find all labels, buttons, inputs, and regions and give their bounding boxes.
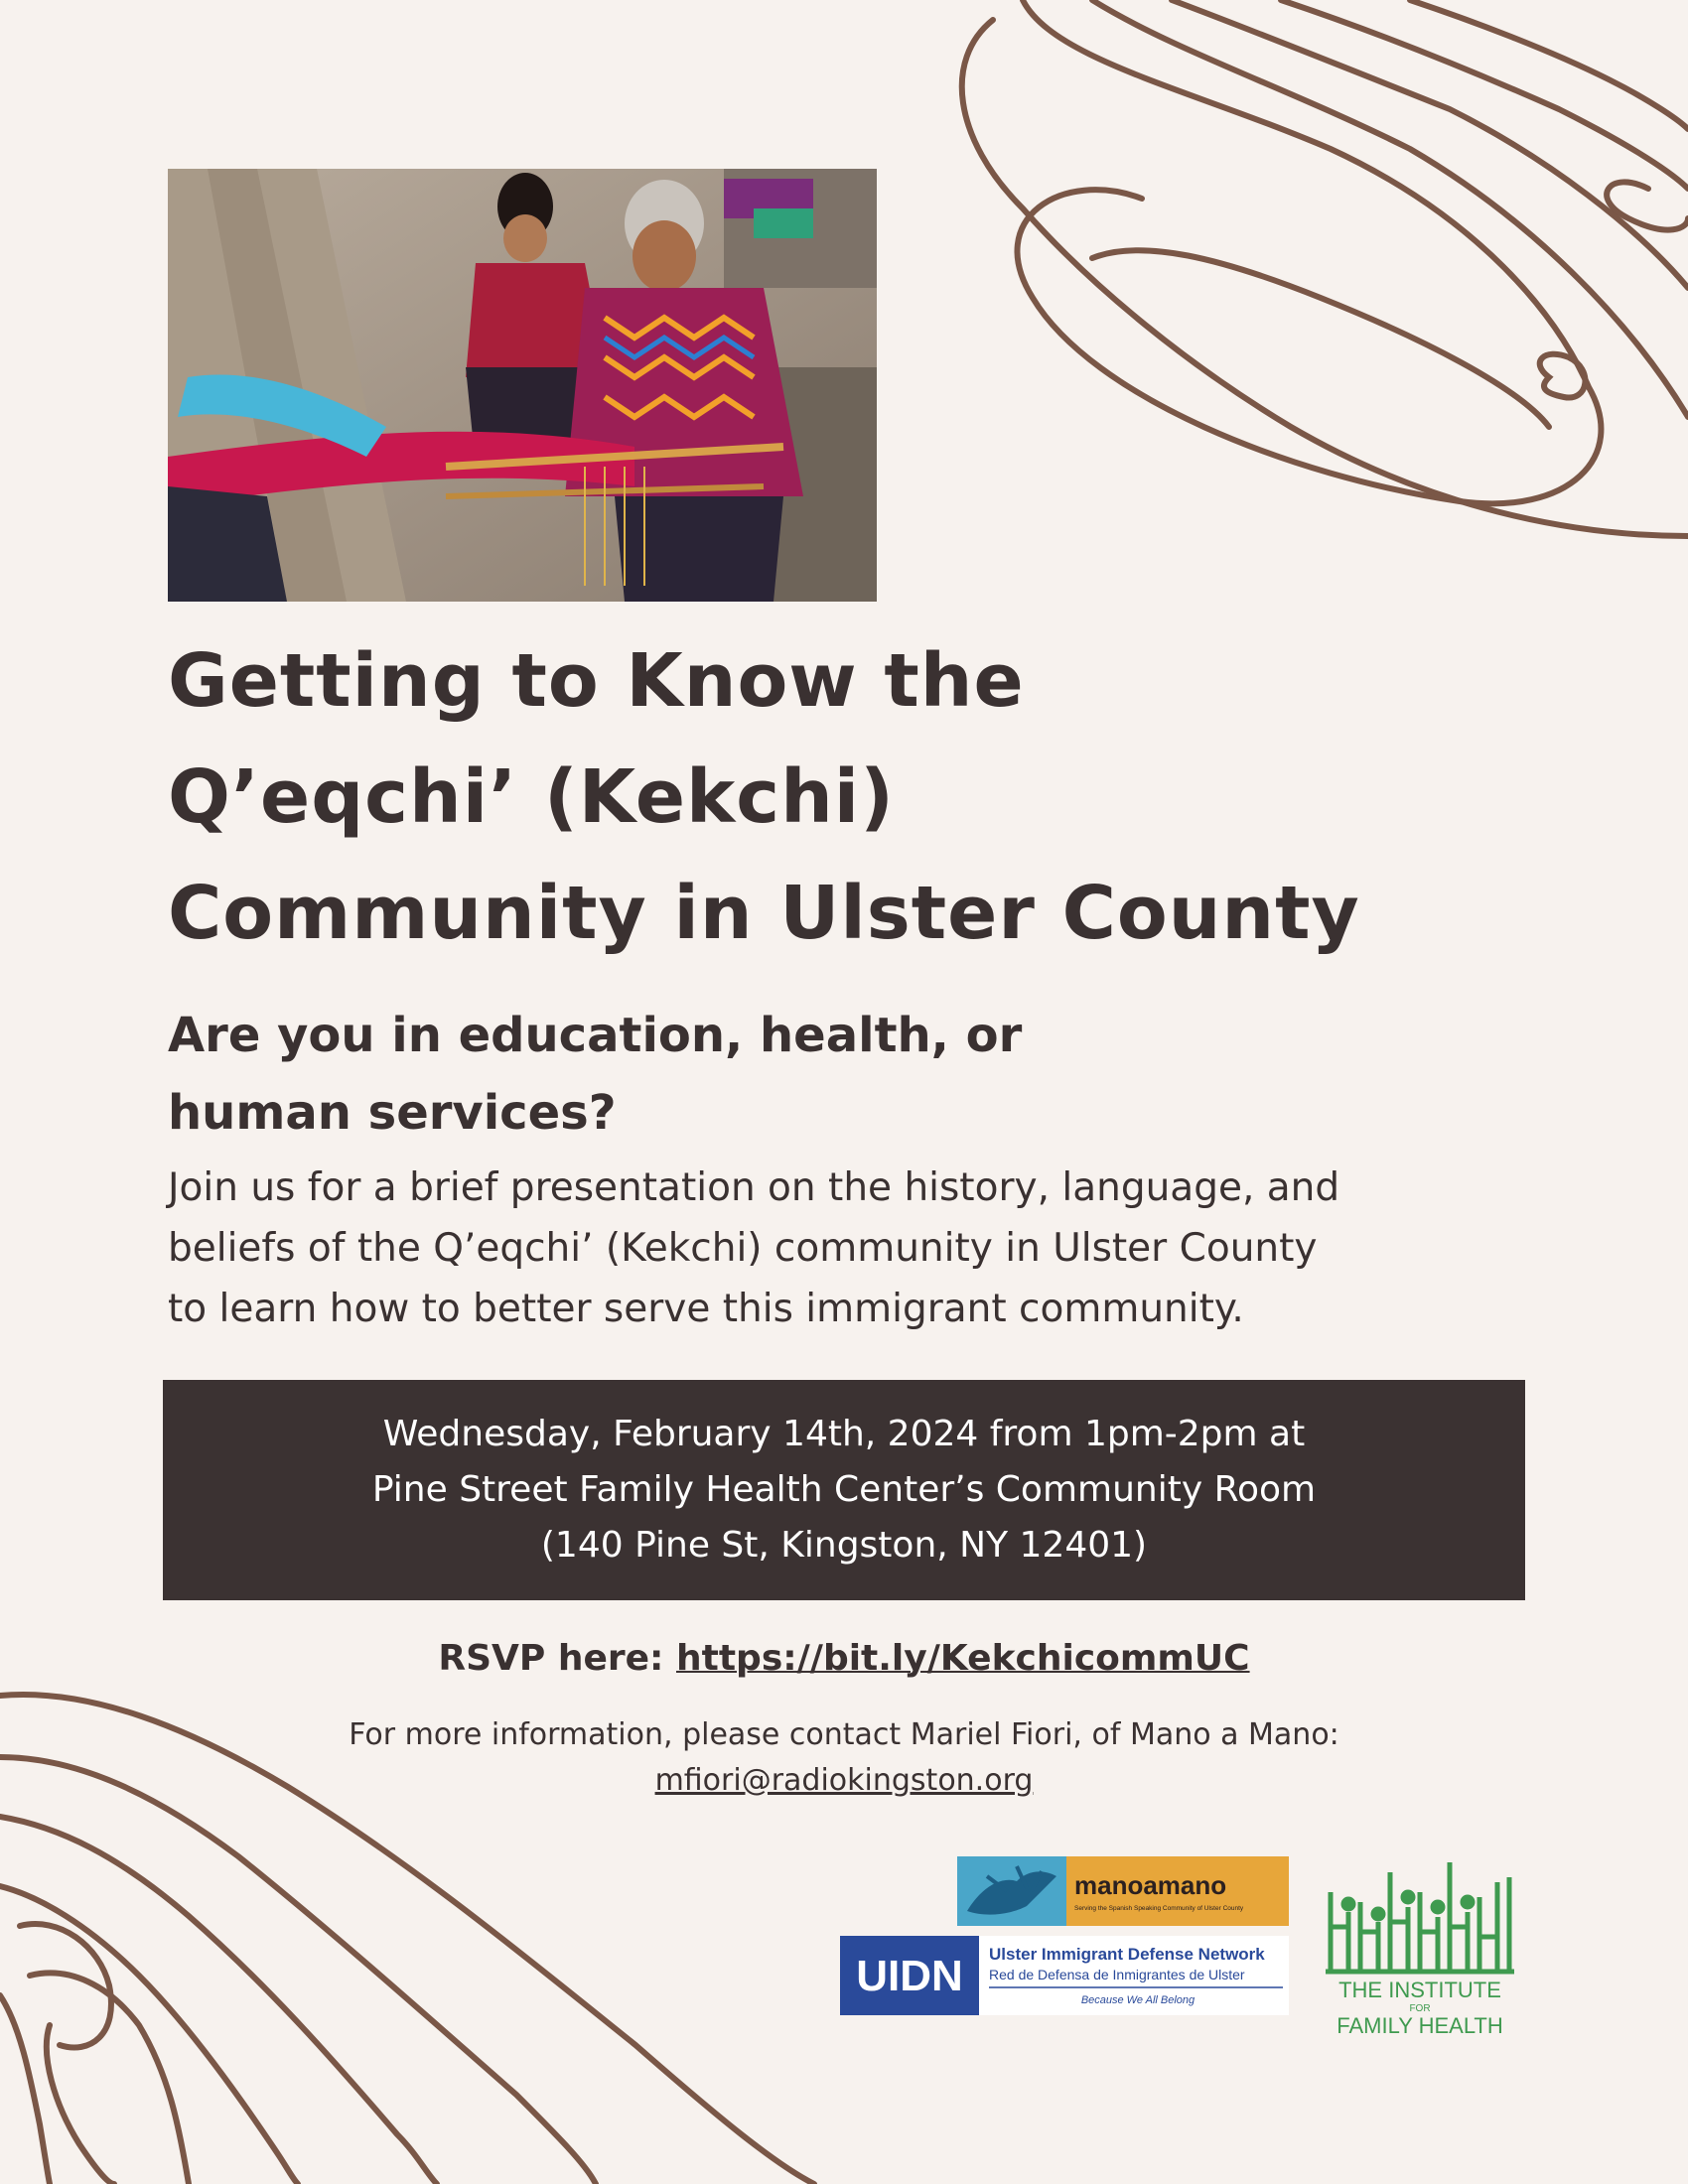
audience-question xyxy=(168,997,1359,1152)
contact-info xyxy=(0,1712,1688,1804)
uidn-logo xyxy=(840,1936,1289,2015)
title-line-2: Q’eqchi’ (Kekchi) xyxy=(168,754,895,840)
event-title xyxy=(168,623,1459,972)
title-line-1: Getting to Know the xyxy=(168,638,1025,724)
description-line-2: beliefs of the Q’eqchi’ (Kekchi) community in Ulster County xyxy=(168,1226,1318,1271)
description-line-1: Join us for a brief presentation on the history, language, and xyxy=(168,1165,1340,1210)
weaving-photo xyxy=(168,169,877,602)
event-venue: Pine Street Family Health Center’s Community Room xyxy=(371,1469,1317,1510)
question-line-1: Are you in education, health, or xyxy=(168,1008,1023,1063)
uidn-abbr: UIDN xyxy=(856,1952,963,2000)
rsvp-link[interactable]: https://bit.ly/KekchicommUC xyxy=(676,1638,1250,1679)
event-date-time: Wednesday, February 14th, 2024 from 1pm-2pm at xyxy=(382,1414,1306,1454)
ifh-line-1: THE INSTITUTE xyxy=(1338,1978,1501,2002)
event-details-box xyxy=(163,1380,1525,1600)
ifh-line-2: FOR xyxy=(1409,2003,1431,2014)
manoamano-logo xyxy=(957,1856,1289,1926)
description-line-3: to learn how to better serve this immigrant community. xyxy=(168,1287,1244,1331)
rsvp-label: RSVP here: xyxy=(438,1638,664,1679)
uidn-name-es: Red de Defensa de Inmigrantes de Ulster xyxy=(989,1967,1245,1982)
institute-for-family-health-logo xyxy=(1321,1852,1519,2043)
question-line-2: human services? xyxy=(168,1085,617,1141)
ifh-line-3: FAMILY HEALTH xyxy=(1336,2013,1503,2038)
contact-text: For more information, please contact Mariel Fiori, of Mano a Mano: xyxy=(349,1717,1339,1752)
uidn-name: Ulster Immigrant Defense Network xyxy=(989,1945,1265,1964)
title-line-3: Community in Ulster County xyxy=(168,871,1360,956)
manoamano-tagline: Serving the Spanish Speaking Community of Ulster County xyxy=(1074,1905,1244,1912)
event-address: (140 Pine St, Kingston, NY 12401) xyxy=(540,1525,1148,1566)
event-description xyxy=(168,1158,1558,1339)
uidn-tagline: Because We All Belong xyxy=(1080,1994,1196,2006)
rsvp-line xyxy=(0,1638,1688,1679)
contact-email-link[interactable]: mfiori@radiokingston.org xyxy=(654,1763,1034,1798)
manoamano-wordmark: manoamano xyxy=(1074,1870,1227,1900)
